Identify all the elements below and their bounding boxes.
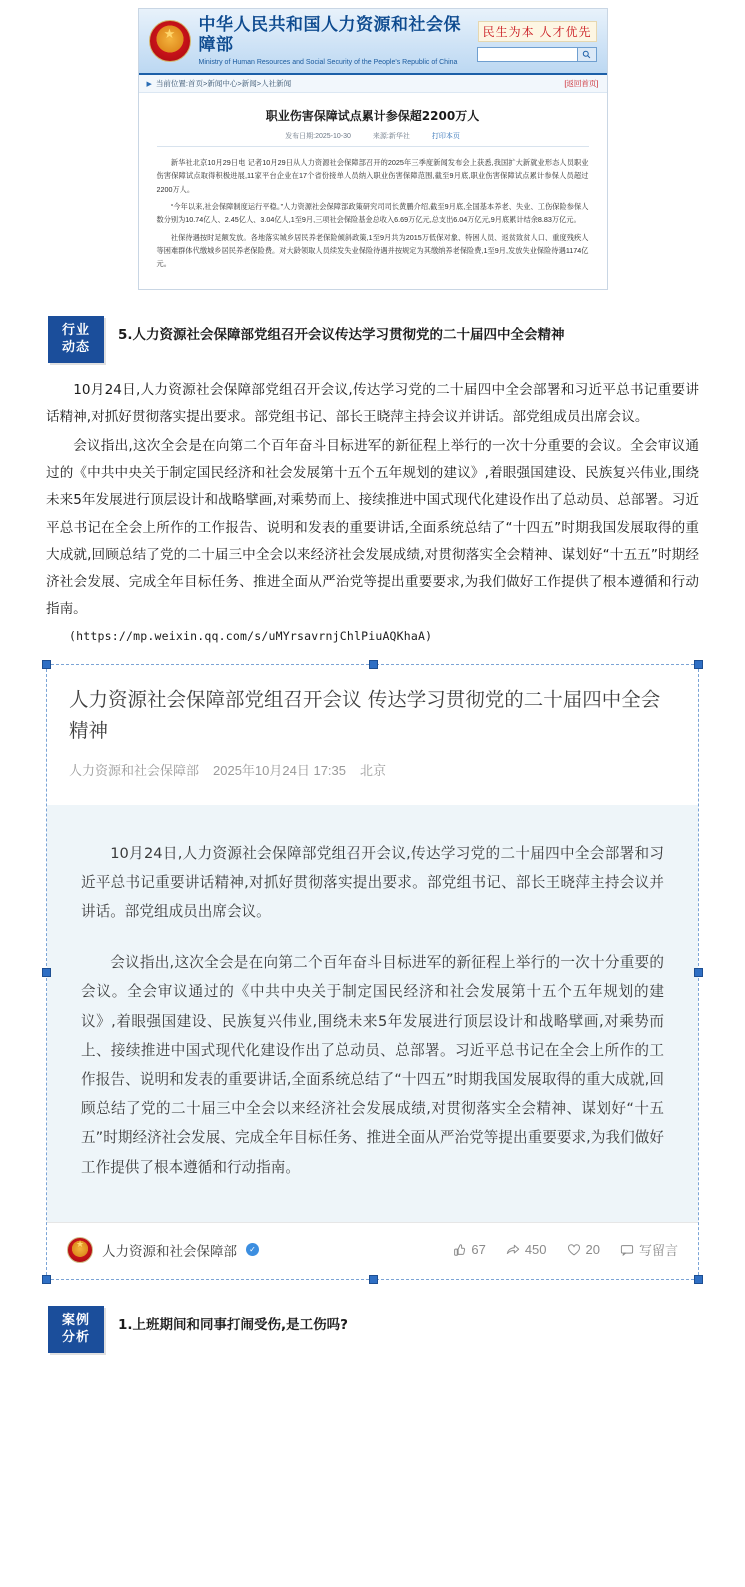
selection-handle[interactable] (694, 660, 703, 669)
article-source: 来源:新华社 (372, 133, 410, 140)
wechat-article-embed[interactable] (46, 664, 699, 1280)
comment-label: 写留言 (638, 1243, 678, 1259)
wechat-card (46, 664, 699, 1280)
wechat-article-content (47, 805, 698, 1222)
site-article-body (157, 156, 589, 271)
site-title-cn: 中华人民共和国人力资源和社会保障部 (198, 14, 461, 56)
comment-icon (620, 1243, 634, 1257)
wechat-footer (47, 1222, 698, 1279)
back-to-home-link[interactable]: [返回首页] (564, 79, 599, 88)
wechat-account-label: 人力资源和社会保障部 (102, 1243, 237, 1260)
avatar (67, 1237, 93, 1263)
site-header (139, 9, 607, 75)
selection-handle[interactable] (694, 968, 703, 977)
badge-case-line1: 案例 (61, 1312, 90, 1328)
body-paragraph-1: 10月24日,人力资源社会保障部党组召开会议,传达学习党的二十届四中全会部署和习近平总书记重要讲话精神,对抓好贯彻落实提出要求。部党组书记、部长王晓萍主持会议并讲话。部党组成员出席会议。 (46, 381, 699, 425)
section-case-heading: 1.上班期间和同事打闹受伤,是工伤吗? (118, 1316, 348, 1333)
breadcrumb-arrow-icon: ▶ (146, 80, 152, 88)
heart-icon (567, 1243, 581, 1257)
section-industry-heading: 5.人力资源社会保障部党组召开会议传达学习贯彻党的二十届四中全会精神 (118, 326, 565, 343)
wechat-account[interactable] (67, 1237, 452, 1263)
wechat-article-title: 人力资源社会保障部党组召开会议 传达学习贯彻党的二十届四中全会精神 (69, 688, 661, 742)
selection-handle[interactable] (694, 1275, 703, 1284)
site-header-right (467, 21, 597, 62)
site-article-paragraph: “今年以来,社会保障制度运行平稳。”人力资源社会保障部政策研究司司长黄鹏介绍,截至9月底,全国基本养老、失业、工伤保险参保人数分别为10.74亿人、2.45亿人、3.04亿人,1至9月,三项社会保险基金总收入6.69万亿元,总支出6.04万亿元,9月底累计结余8.83万亿元。 (156, 201, 589, 225)
selection-handle[interactable] (42, 1275, 51, 1284)
selection-handle[interactable] (42, 660, 51, 669)
heart-count: 20 (585, 1242, 600, 1258)
search-input[interactable] (478, 48, 577, 61)
wechat-article-meta (69, 760, 676, 779)
breadcrumb (139, 75, 607, 93)
heart-button[interactable] (567, 1242, 600, 1257)
share-count: 450 (524, 1242, 547, 1258)
body-paragraph-2: 会议指出,这次全会是在向第二个百年奋斗目标进军的新征程上举行的一次十分重要的会议。全会审议通过的《中共中央关于制定国民经济和社会发展第十五个五年规划的建议》,着眼强国建设、民族复兴伟业,围绕未来5年发展进行顶层设计和战略擘画,对乘势而上、接续推进中国式现代化建设作出了总动员、总部署。习近平总书记在全会上所作的工作报告、说明和发表的重要讲话,全面系统总结了“十四五”时期我国发展取得的重大成就,回顾总结了党的二十届三中全会以来经济社会发展成绩,对贯彻落实全会精神、谋划好“十五五”时期经济社会发展、完成全年目标任务、推进全面从严治党等提出重要要求,为我们做好工作提供了根本遵循和行动指南。 (46, 437, 699, 618)
share-icon (506, 1243, 520, 1257)
page-bottom-space (0, 1353, 745, 1387)
badge-industry-line1: 行业 (61, 322, 90, 338)
site-title-en: Ministry of Human Resources and Social Security of the People's Republic of China (198, 58, 458, 66)
wechat-location: 北京 (360, 762, 387, 778)
national-emblem-icon (149, 20, 191, 62)
site-article-paragraph: 新华社北京10月29日电 记者10月29日从人力资源社会保障部召开的2025年三季度新闻发布会上获悉,我国扩大新就业形态人员职业伤害保障试点取得积极进展,11家平台企业在17个省份接单人员纳入职业伤害保障范围,截至9月底,职业伤害保障试点累计参保人员超过2200万人。 (156, 158, 589, 194)
comment-button[interactable] (620, 1240, 678, 1259)
search-icon[interactable] (577, 48, 596, 61)
badge-industry-line2: 动态 (61, 340, 90, 356)
site-search[interactable] (477, 47, 597, 62)
breadcrumb-path[interactable]: 首页>新闻中心>新闻>人社新闻 (187, 79, 292, 88)
site-title-block (199, 15, 467, 67)
wechat-datetime: 2025年10月24日 17:35 (213, 762, 346, 778)
wechat-actions (452, 1240, 678, 1259)
wechat-account-name-meta: 人力资源和社会保障部 (69, 762, 200, 778)
breadcrumb-label: 当前位置: (155, 79, 188, 88)
site-article-paragraph: 社保待遇按时足额发放。各地落实城乡居民养老保险倾斜政策,1至9月共为2015万低保对象、特困人员、返贫致贫人口、重度残疾人等困难群体代缴城乡居民养老保险费。对大龄领取人员续发失业保险待遇并按规定为其缴纳养老保险费,1至9月,发放失业保险待遇1174亿元。 (156, 232, 589, 269)
main-body-text (0, 363, 745, 649)
section-case (0, 1306, 745, 1353)
site-article-meta (157, 131, 589, 147)
verified-badge-icon: ✓ (246, 1243, 259, 1256)
like-count: 67 (471, 1242, 486, 1258)
selection-handle[interactable] (42, 968, 51, 977)
badge-industry (48, 316, 104, 363)
selection-handle[interactable] (369, 1275, 378, 1284)
badge-case-line2: 分析 (61, 1330, 90, 1346)
thumbs-up-icon (452, 1243, 466, 1257)
site-slogan: 民生为本 人才优先 (478, 21, 597, 42)
selection-handle[interactable] (369, 660, 378, 669)
section-industry (0, 316, 745, 363)
mohrss-site-screenshot (138, 8, 608, 290)
site-article-title: 职业伤害保障试点累计参保超2200万人 (265, 109, 480, 123)
site-article (139, 93, 607, 289)
like-button[interactable] (452, 1242, 485, 1257)
share-button[interactable] (506, 1242, 547, 1257)
badge-case (48, 1306, 104, 1353)
source-link[interactable]: (https://mp.weixin.qq.com/s/uMYrsavrnjChlPiuAQKhaA) (69, 629, 433, 644)
wechat-paragraph: 10月24日,人力资源社会保障部党组召开会议,传达学习党的二十届四中全会部署和习近平总书记重要讲话精神,对抓好贯彻落实提出要求。部党组书记、部长王晓萍主持会议并讲话。部党组成员出席会议。 (81, 844, 664, 921)
wechat-paragraph: 会议指出,这次全会是在向第二个百年奋斗目标进军的新征程上举行的一次十分重要的会议。全会审议通过的《中共中央关于制定国民经济和社会发展第十五个五年规划的建议》,着眼强国建设、民族复兴伟业,围绕未来5年发展进行顶层设计和战略擘画,对乘势而上、接续推进中国式现代化建设作出了总动员、总部署。习近平总书记在全会上所作的工作报告、说明和发表的重要讲话,全面系统总结了“十四五”时期我国发展取得的重大成就,回顾总结了党的二十届三中全会以来经济社会发展成绩,对贯彻落实全会精神、谋划好“十五五”时期经济社会发展、完成全年目标任务、推进全面从严治党等提出重要要求,为我们做好工作提供了根本遵循和行动指南。 (81, 954, 664, 1176)
print-link[interactable]: 打印本页 (431, 133, 460, 140)
publish-date: 发布日期:2025-10-30 (285, 133, 351, 140)
